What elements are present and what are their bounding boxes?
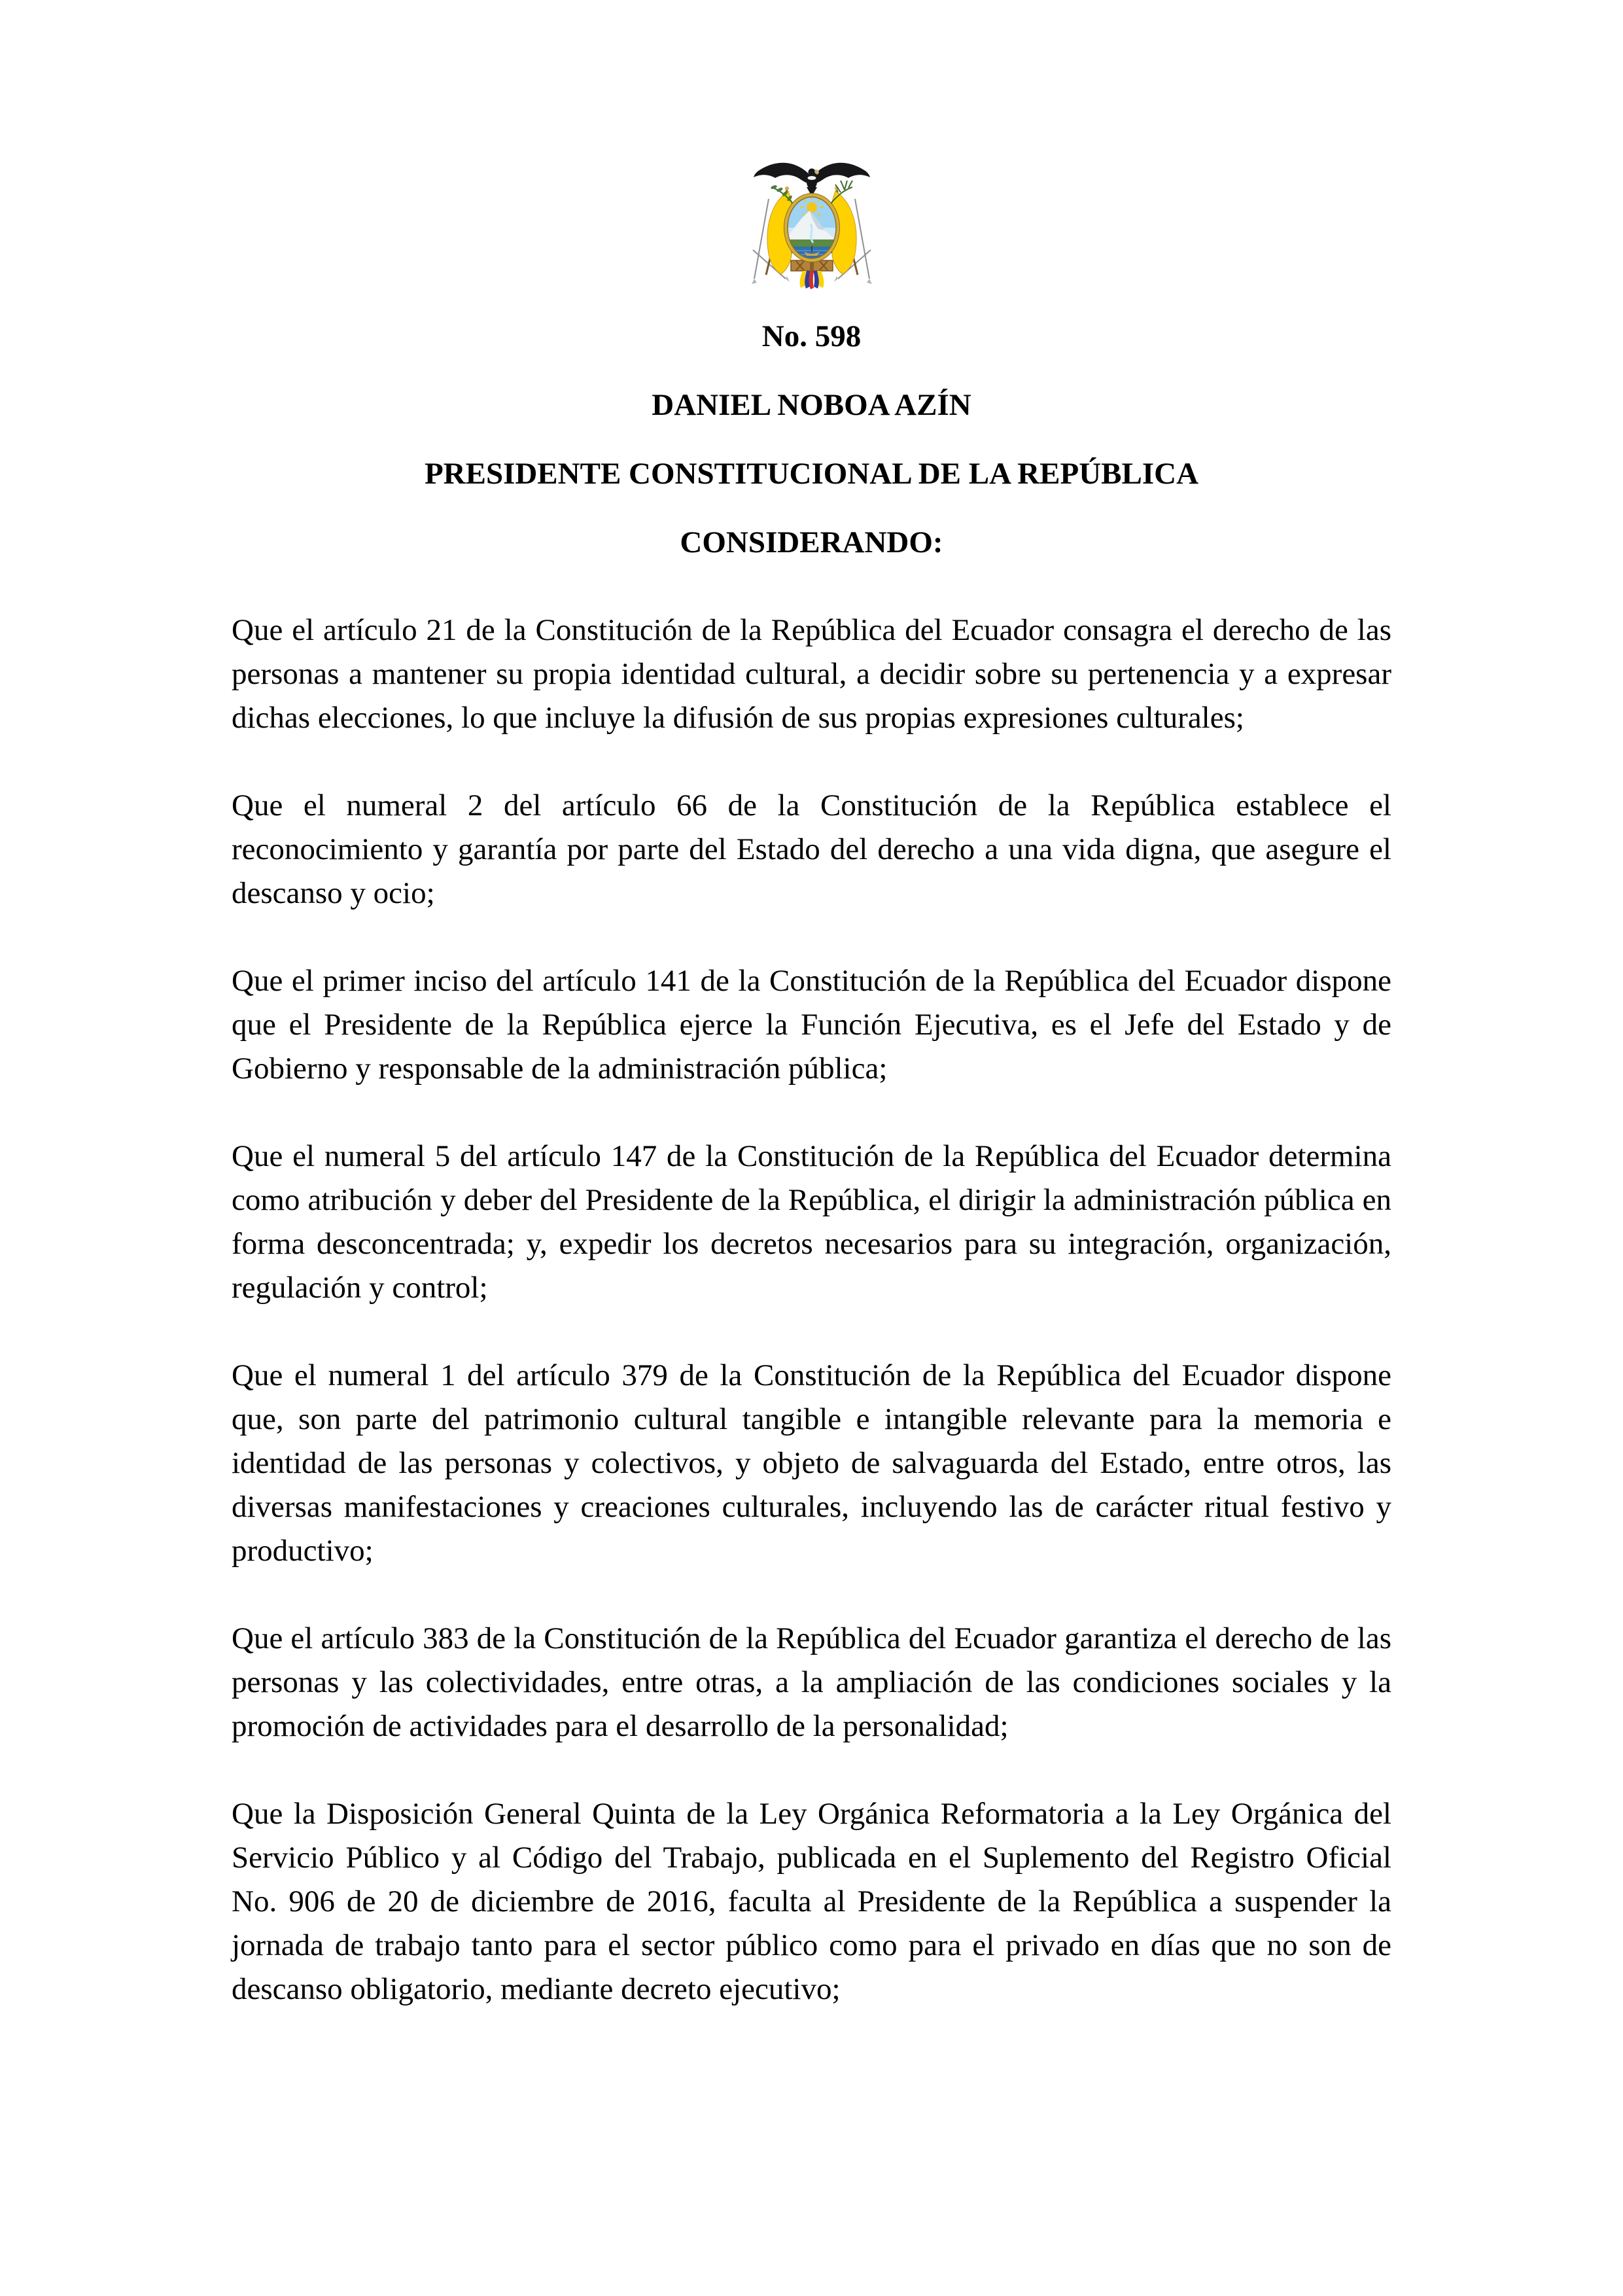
decree-number: No. 598 xyxy=(761,319,862,353)
ribbons xyxy=(799,271,824,289)
considerando-paragraph-6: Que el artículo 383 de la Constitución de la República del Ecuador garantiza el derecho de las personas y las colectividades, entre otras, a la ampliación de las condiciones sociales y la promoción de actividades para el desarrollo de la personalidad; xyxy=(232,1621,1391,1743)
document-headings xyxy=(232,315,1391,565)
considerando-paragraph-7: Que la Disposición General Quinta de la Ley Orgánica Reformatoria a la Ley Orgánica del Servicio Público y al Código del Trabajo, publicada en el Suplemento del Registro Oficial No. 906 de 20 de diciembre de 2016, faculta al Presidente de la República a suspender la jornada de trabajo tanto para el sector público como para el privado en días que no son de descanso obligatorio, mediante decreto ejecutivo; xyxy=(232,1797,1391,2006)
president-title: PRESIDENTE CONSTITUCIONAL DE LA REPÚBLICA xyxy=(424,457,1199,491)
considerando-paragraph-4: Que el numeral 5 del artículo 147 de la Constitución de la República del Ecuador determina como atribución y deber del Presidente de la República, el dirigir la administración pública en forma desconcentrada; y, expedir los decretos necesarios para su integración, organización, regulación y control; xyxy=(232,1139,1391,1305)
considerando-paragraph-2: Que el numeral 2 del artículo 66 de la Constitución de la República establece el reconocimiento y garantía por parte del Estado del derecho a una vida digna, que asegure el descanso y ocio; xyxy=(232,788,1391,910)
considerando-body xyxy=(232,609,1391,2011)
coat-of-arms-icon xyxy=(746,150,877,289)
condor-icon xyxy=(754,163,870,196)
shield-oval xyxy=(784,194,841,262)
considerando-paragraph-3: Que el primer inciso del artículo 141 de la Constitución de la República del Ecuador dispone que el Presidente de la República ejerce la Función Ejecutiva, es el Jefe del Estado y de Gobierno y responsable de la administración pública; xyxy=(232,964,1391,1086)
considerando-paragraph-5: Que el numeral 1 del artículo 379 de la Constitución de la República del Ecuador dispone que, son parte del patrimonio cultural tangible e intangible relevante para la memoria e identidad de las personas y colectivos, y objeto de salvaguarda del Estado, entre otros, las diversas manifestaciones y creaciones culturales, incluyendo las de carácter ritual festivo y productivo; xyxy=(232,1358,1391,1568)
ecuador-coat-of-arms-icon xyxy=(746,150,877,289)
president-name: DANIEL NOBOA AZÍN xyxy=(652,388,971,422)
considerando-heading: CONSIDERANDO: xyxy=(680,525,943,559)
considerando-paragraph-1: Que el artículo 21 de la Constitución de la República del Ecuador consagra el derecho de las personas a mantener su propia identidad cultural, a decidir sobre su pertenencia y a expresar dichas elecciones, lo que incluye la difusión de sus propias expresiones culturales; xyxy=(232,613,1391,735)
